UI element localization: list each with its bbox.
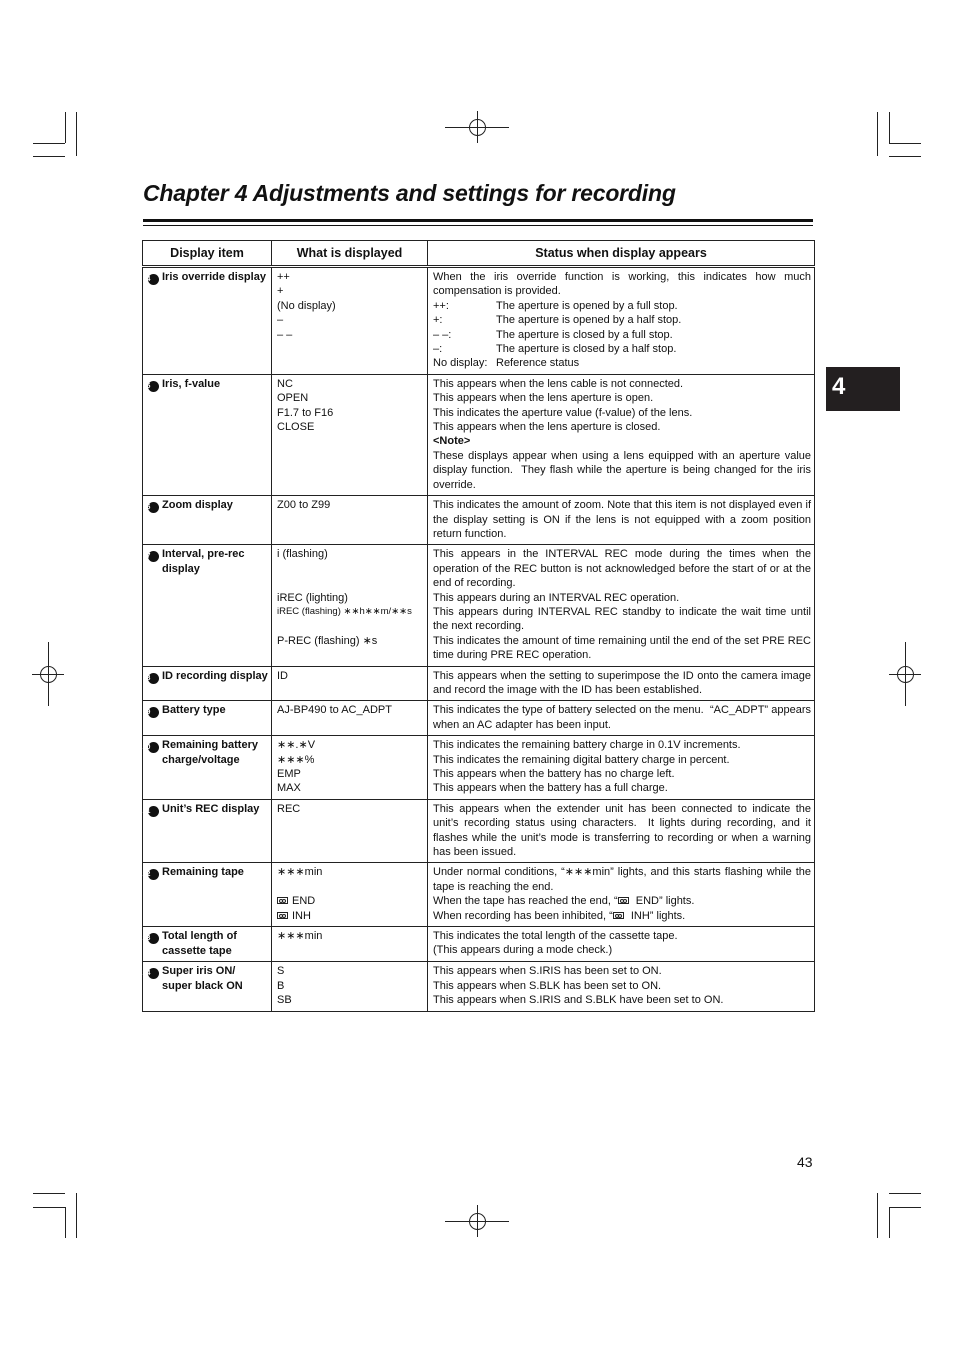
status-text: This appears when the lens aperture is closed. — [433, 421, 661, 434]
status-text: This indicates the aperture value (f-value) of the lens. — [433, 406, 693, 419]
status-cell — [428, 374, 815, 495]
registration-mark-bottom — [445, 1205, 509, 1237]
title-rule-thin — [143, 225, 813, 226]
item-name: Remaining battery charge/voltage — [162, 739, 258, 767]
table-row — [143, 496, 815, 545]
item-number: 18 — [148, 673, 159, 684]
status-text: Under normal conditions, “∗∗∗min” lights, and this starts flashing while the tape is reaching the end. — [433, 866, 815, 893]
note-label: <Note> — [433, 435, 471, 448]
displayed-cell — [272, 927, 428, 962]
table-header-row — [143, 241, 815, 267]
item-name: Iris override display — [162, 271, 266, 283]
item-number: 21 — [148, 806, 159, 817]
displayed-cell — [272, 701, 428, 736]
displayed-cell — [272, 863, 428, 927]
status-key-value: – –: The aperture is closed by a full stop. — [433, 328, 673, 341]
table-row — [143, 267, 815, 375]
display-item-cell — [143, 701, 272, 736]
status-cell — [428, 799, 815, 863]
table-row — [143, 799, 815, 863]
status-text: This appears when the battery has no charge left. — [433, 768, 675, 780]
display-item-cell — [143, 374, 272, 495]
status-text: This indicates the type of battery selected on the menu. “AC_ADPT” appears when an AC adapter has been input. — [433, 704, 815, 731]
item-name: Interval, pre-rec display — [162, 548, 245, 576]
status-text: This appears when S.IRIS has been set to ON. — [433, 965, 662, 978]
status-text: This indicates the remaining digital battery charge in percent. — [433, 753, 730, 766]
displayed-cell — [272, 374, 428, 495]
chapter-tab: 4 — [826, 367, 900, 411]
spacer — [277, 880, 424, 894]
displayed-cell — [272, 496, 428, 545]
displayed-value: F1.7 to F16 — [277, 406, 334, 419]
note-text: These displays appear when using a lens equipped with an aperture value display function. They flash while the aperture is being changed for the iris override. — [433, 449, 815, 491]
displayed-value: i (flashing) — [277, 548, 328, 561]
displayed-value: END — [277, 894, 424, 908]
chapter-title: Chapter 4 Adjustments and settings for recording — [143, 180, 676, 206]
displayed-value: (No display) — [277, 299, 336, 312]
displayed-value: – — [277, 314, 284, 327]
status-cell — [428, 545, 815, 666]
status-text: This appears when S.IRIS and S.BLK have been set to ON. — [433, 994, 724, 1007]
status-text: When the iris override function is working, this indicates how much compensation is provided. — [433, 271, 815, 298]
status-text: This indicates the remaining battery charge in 0.1V increments. — [433, 739, 741, 752]
status-text: This appears when S.BLK has been set to ON. — [433, 979, 662, 992]
table-row — [143, 701, 815, 736]
status-text: This appears during INTERVAL REC standby to indicate the wait time until the next recording. — [433, 605, 815, 633]
table-row — [143, 962, 815, 1011]
item-name: Battery type — [162, 704, 226, 717]
item-name: Zoom display — [162, 499, 233, 512]
displayed-cell — [272, 736, 428, 800]
displayed-cell — [272, 799, 428, 863]
displayed-cell — [272, 962, 428, 1011]
registration-mark-right — [889, 642, 921, 706]
displayed-value: P-REC (flashing) ∗s — [277, 634, 378, 647]
item-name: Remaining tape — [162, 866, 244, 879]
status-cell — [428, 666, 815, 701]
table-row — [143, 927, 815, 962]
status-cell — [428, 863, 815, 927]
displayed-value: EMP — [277, 768, 301, 780]
table-row — [143, 736, 815, 800]
display-item-cell — [143, 267, 272, 375]
status-text: When the tape has reached the end, “ END” lights. — [433, 895, 695, 908]
displayed-value: ∗∗∗min — [277, 866, 323, 879]
displayed-value: CLOSE — [277, 421, 315, 434]
displayed-value: NC — [277, 377, 293, 390]
item-number: 14 — [148, 274, 159, 285]
header-display-item: Display item — [143, 241, 272, 267]
displayed-value: Z00 to Z99 — [277, 499, 331, 512]
display-item-cell — [143, 496, 272, 545]
display-item-cell — [143, 666, 272, 701]
item-number: 15 — [148, 381, 159, 392]
status-cell — [428, 701, 815, 736]
item-name: ID recording display — [162, 669, 268, 682]
page-number: 43 — [797, 1154, 813, 1170]
table-row — [143, 666, 815, 701]
status-cell — [428, 927, 815, 962]
header-what-is-displayed: What is displayed — [272, 241, 428, 267]
status-text: This appears during an INTERVAL REC operation. — [433, 591, 680, 604]
status-text: This appears in the INTERVAL REC mode during the times when the operation of the REC button is not acknowledged before the start of or at the end of recording. — [433, 548, 815, 590]
displayed-cell — [272, 267, 428, 375]
displayed-value: iREC (lighting) — [277, 591, 348, 604]
status-text: This appears when the extender unit has been connected to indicate the unit’s recording status using characters. It lights during recording, and it flashes while the unit’s mode is transferring to recording or when a warning has been issued. — [433, 802, 815, 859]
item-number: 16 — [148, 502, 159, 513]
displayed-value: ++ — [277, 271, 290, 283]
displayed-value: REC — [277, 802, 301, 815]
status-text: This appears when the setting to superimpose the ID onto the camera image and record the image with the ID has been established. — [433, 669, 815, 696]
displayed-value: ∗∗∗% — [277, 753, 315, 766]
displayed-cell — [272, 666, 428, 701]
displayed-value: iREC (flashing) ∗∗h∗∗m/∗∗s — [277, 605, 412, 617]
item-number: 22 — [148, 869, 159, 880]
item-name: Unit’s REC display — [162, 802, 260, 815]
item-number: 23 — [148, 933, 159, 944]
item-name: Super iris ON/ super black ON — [162, 965, 243, 993]
table-row — [143, 545, 815, 666]
displayed-value: – – — [277, 328, 293, 341]
status-text: This appears when the battery has a full charge. — [433, 782, 668, 795]
displayed-value: + — [277, 285, 284, 298]
tape-icon — [613, 912, 624, 919]
status-text: When recording has been inhibited, “ INH” lights. — [433, 909, 686, 922]
item-number: 24 — [148, 968, 159, 979]
display-items-table — [142, 240, 815, 1012]
header-status: Status when display appears — [428, 241, 815, 267]
tape-icon — [277, 912, 288, 919]
displayed-value: ∗∗.∗V — [277, 739, 316, 752]
status-cell — [428, 962, 815, 1011]
spacer — [277, 619, 424, 633]
displayed-value: S — [277, 965, 285, 978]
item-number: 19 — [148, 707, 159, 718]
displayed-value: INH — [277, 909, 424, 923]
displayed-value: MAX — [277, 782, 301, 795]
registration-mark-top — [445, 111, 509, 143]
item-number: 20 — [148, 742, 159, 753]
status-text: This indicates the amount of time remaining until the end of the set PRE REC time during PRE REC operation. — [433, 634, 815, 662]
display-item-cell — [143, 962, 272, 1011]
displayed-cell — [272, 545, 428, 666]
display-item-cell — [143, 736, 272, 800]
status-cell — [428, 267, 815, 375]
display-item-cell — [143, 545, 272, 666]
status-key-value: No display: Reference status — [433, 357, 580, 370]
status-key-value: –: The aperture is closed by a half stop. — [433, 343, 677, 356]
display-item-cell — [143, 863, 272, 927]
displayed-value: B — [277, 979, 285, 992]
table-row — [143, 863, 815, 927]
item-name: Iris, f-value — [162, 377, 221, 390]
display-item-cell — [143, 927, 272, 962]
tape-icon — [618, 897, 629, 904]
status-key-value: ++: The aperture is opened by a full stop. — [433, 299, 678, 312]
status-text: (This appears during a mode check.) — [433, 944, 613, 957]
title-rule — [143, 219, 813, 222]
registration-mark-left — [32, 642, 64, 706]
displayed-value: ∗∗∗min — [277, 930, 323, 943]
displayed-value: ID — [277, 669, 288, 682]
status-text: This indicates the amount of zoom. Note that this item is not displayed even if the display setting is ON if the lens is not equipped with a zoom position return function. — [433, 499, 815, 540]
status-cell — [428, 736, 815, 800]
status-cell — [428, 496, 815, 545]
table-row — [143, 374, 815, 495]
display-item-cell — [143, 799, 272, 863]
displayed-value: AJ-BP490 to AC_ADPT — [277, 704, 392, 717]
status-key-value: +: The aperture is opened by a half stop. — [433, 314, 682, 327]
item-number: 17 — [148, 551, 159, 562]
status-text: This appears when the lens aperture is open. — [433, 392, 654, 405]
spacer — [277, 562, 424, 591]
tape-icon — [277, 897, 288, 904]
item-name: Total length of cassette tape — [162, 930, 237, 958]
status-text: This appears when the lens cable is not connected. — [433, 377, 684, 390]
status-text: This indicates the total length of the cassette tape. — [433, 930, 678, 943]
displayed-value: SB — [277, 994, 292, 1007]
displayed-value: OPEN — [277, 392, 309, 405]
